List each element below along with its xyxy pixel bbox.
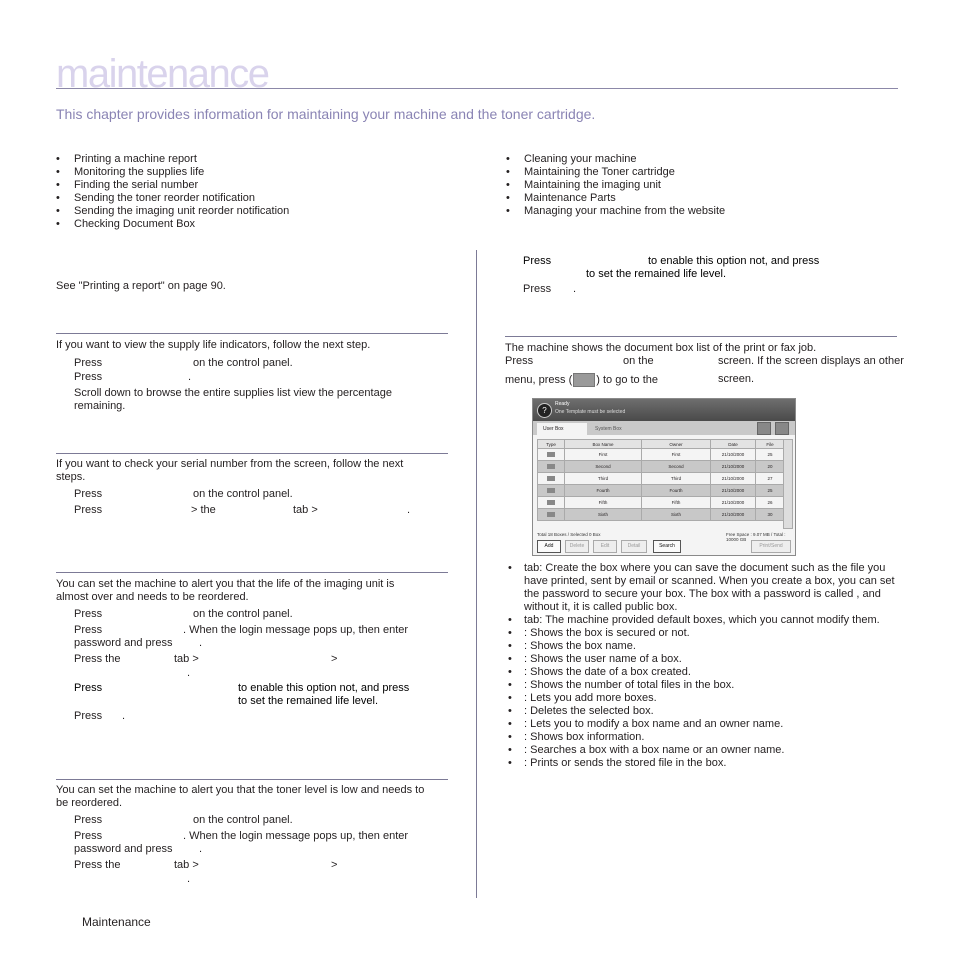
add-button[interactable]: Add [537,540,561,553]
definition-item: • tab: The machine provided default boxes, which you cannot modify them. [508,614,900,627]
lock-icon [538,485,565,497]
toner-step3-end: . [187,873,191,885]
docbox-menu-end: screen. [718,373,755,385]
table-cell: 21/10/2000 [711,449,756,461]
right-step1b: to set the remained life level. [586,268,727,280]
toc-item: • Sending the imaging unit reorder notification [56,205,289,218]
table-cell: 25 [756,449,785,461]
tab-system-box[interactable]: System Box [595,426,622,432]
supplies-step1-tail: on the control panel. [193,357,293,369]
table-row[interactable] [538,449,785,461]
col-header: Type [538,440,565,449]
imaging-step2b: password and press [74,637,173,649]
table-row[interactable] [538,497,785,509]
imaging-step4-tail: to enable this option not, and press [238,682,410,694]
definition-item: • : Prints or sends the stored file in the box. [508,757,900,770]
imaging-step3: Press the [74,653,121,665]
docbox-intro: The machine shows the document box list of the print or fax job. [505,342,817,354]
toc-item: • Finding the serial number [56,179,289,192]
help-icon[interactable]: ? [537,403,552,418]
toc-item: • Maintenance Parts [506,192,725,205]
detail-button[interactable]: Detail [621,540,647,553]
definition-item: • : Lets you add more boxes. [508,692,900,705]
right-step1-tail: to enable this option not, and press [648,255,820,267]
toc-item: • Sending the toner reorder notification [56,192,289,205]
section-rule [56,333,448,334]
toner-step2b: password and press [74,843,173,855]
imaging-step4b: to set the remained life level. [238,695,379,707]
table-cell: Fifth [565,497,642,509]
docbox-press-on: on the [623,355,654,367]
screen-message: One Template must be selected [555,409,626,415]
definition-item: • : Lets you to modify a box name and an owner name. [508,718,900,731]
supplies-step2: Press [74,371,103,383]
imaging-step5: Press [74,710,103,722]
definition-item: • : Shows the number of total files in the box. [508,679,900,692]
supplies-step3b: remaining. [74,400,126,412]
imaging-step3-gt: > [331,653,338,665]
folder-icon [538,449,565,461]
table-cell: Fifth [642,497,711,509]
section-rule [56,572,448,573]
imaging-step4: Press [74,682,103,694]
col-header: Owner [642,440,711,449]
supplies-step3: Scroll down to browse the entire supplies list view the percentage [74,387,392,399]
toc-item: • Maintaining the imaging unit [506,179,725,192]
docbox-menu [505,373,658,387]
home-icon[interactable] [775,422,789,435]
imaging-step3-end: . [187,667,191,679]
table-cell: First [642,449,711,461]
tab-user-box[interactable]: User Box [537,423,587,435]
folder-icon [538,497,565,509]
definition-item: • : Shows the box name. [508,640,900,653]
supplies-step1: Press [74,357,103,369]
section-rule [56,779,448,780]
imaging-step2b-end: . [199,637,203,649]
free-space: Free Space : 9.07 MB / Total : 10000 GB [726,532,786,542]
imaging-step1: Press [74,608,103,620]
folder-icon [538,473,565,485]
report-see-link[interactable]: See "Printing a report" on page 90. [56,280,226,292]
toc-item: • Monitoring the supplies life [56,166,289,179]
section-rule [505,336,897,337]
table-cell: Third [642,473,711,485]
toc-item: • Maintaining the Toner cartridge [506,166,725,179]
docbox-menu-text: menu, press ( [505,373,573,386]
chapter-subtitle: This chapter provides information for maintaining your machine and the toner cartridge. [56,106,596,122]
definition-item: • : Searches a box with a box name or an owner name. [508,744,900,757]
back-icon[interactable] [757,422,771,435]
section-rule [56,453,448,454]
supplies-step2-tail: . [188,371,192,383]
box-count: Total 18 Boxes / Selected 0 Box [537,532,601,537]
serial-step2-end: . [407,504,411,516]
table-row[interactable] [538,485,785,497]
toner-step3-tab: tab > [174,859,199,871]
table-cell: 20 [756,461,785,473]
supplies-intro: If you want to view the supply life indicators, follow the next step. [56,339,371,351]
table-cell: Fourth [642,485,711,497]
delete-button[interactable]: Delete [565,540,589,553]
definition-item: • : Shows the date of a box created. [508,666,900,679]
screen-status: Ready [555,401,570,407]
table-scrollbar[interactable] [783,439,793,529]
home-icon[interactable] [573,373,595,387]
toner-intro: You can set the machine to alert you that the toner level is low and needs to [56,784,425,796]
imaging-step5-end: . [122,710,126,722]
table-cell: Sixth [565,509,642,521]
right-step1: Press [523,255,552,267]
search-button[interactable]: Search [653,540,681,553]
toner-intro2: be reordered. [56,797,123,809]
definition-item: • : Shows the box is secured or not. [508,627,900,640]
definition-list [508,562,900,770]
toc-right [506,153,725,218]
table-cell: First [565,449,642,461]
table-cell: 21/10/2000 [711,497,756,509]
toc-item: • Checking Document Box [56,218,289,231]
lock-icon [538,509,565,521]
imaging-step3-tab: tab > [174,653,199,665]
table-cell: Fourth [565,485,642,497]
toc-left [56,153,289,231]
docbox-menu-tail: ) to go to the [596,373,659,386]
right-step2-end: . [573,283,577,295]
serial-intro2: steps. [56,471,86,483]
table-cell: Third [565,473,642,485]
toner-step1-tail: on the control panel. [193,814,293,826]
table-cell: 26 [756,497,785,509]
serial-step1-tail: on the control panel. [193,488,293,500]
title-rule [56,88,898,89]
table-cell: Second [565,461,642,473]
serial-step2-tab: tab > [293,504,318,516]
table-cell: 27 [756,473,785,485]
toc-item: • Managing your machine from the website [506,205,725,218]
toner-step1: Press [74,814,103,826]
imaging-step2-tail: . When the login message pops up, then enter [183,624,409,636]
col-header: Date [711,440,756,449]
table-row[interactable] [538,461,785,473]
imaging-step1-tail: on the control panel. [193,608,293,620]
document-box-screenshot [532,398,796,556]
table-row[interactable] [538,509,785,521]
toner-step3-gt: > [331,859,338,871]
table-cell: 21/10/2000 [711,461,756,473]
table-cell: 21/10/2000 [711,485,756,497]
definition-item: • tab: Create the box where you can save the document such as the file you have printed, sent by email or scanned. When you create a box, you can set the password to secure your box. The box with a password is called , and without it, it is called public box. [508,562,900,614]
box-table [537,439,785,521]
imaging-step2: Press [74,624,103,636]
page-title: maintenance [56,52,269,96]
toner-step2: Press [74,830,103,842]
serial-step1: Press [74,488,103,500]
table-cell: 25 [756,485,785,497]
col-header: Box Name [565,440,642,449]
edit-button[interactable]: Edit [593,540,617,553]
footer-label: Maintenance [82,915,151,929]
table-cell: 21/10/2000 [711,509,756,521]
table-cell: Sixth [642,509,711,521]
docbox-press-tail: screen. If the screen displays an other [718,355,904,367]
toner-step2-tail: . When the login message pops up, then enter [183,830,409,842]
toner-step2b-end: . [199,843,203,855]
column-divider [476,250,477,898]
table-cell: 30 [756,509,785,521]
print-send-button[interactable]: Print/Send [751,540,791,553]
right-step2: Press [523,283,552,295]
imaging-intro: You can set the machine to alert you that the life of the imaging unit is [56,578,395,590]
serial-intro: If you want to check your serial number from the screen, follow the next [56,458,404,470]
serial-step2-mid: > the [191,504,216,516]
table-cell: 21/10/2000 [711,473,756,485]
lock-icon [538,461,565,473]
imaging-intro2: almost over and needs to be reordered. [56,591,249,603]
definition-item: • : Shows box information. [508,731,900,744]
docbox-press: Press [505,355,534,367]
toc-item: • Printing a machine report [56,153,289,166]
definition-item: • : Deletes the selected box. [508,705,900,718]
col-header: File [756,440,785,449]
definition-item: • : Shows the user name of a box. [508,653,900,666]
toc-item: • Cleaning your machine [506,153,725,166]
table-cell: Second [642,461,711,473]
serial-step2: Press [74,504,103,516]
toner-step3: Press the [74,859,121,871]
table-row[interactable] [538,473,785,485]
